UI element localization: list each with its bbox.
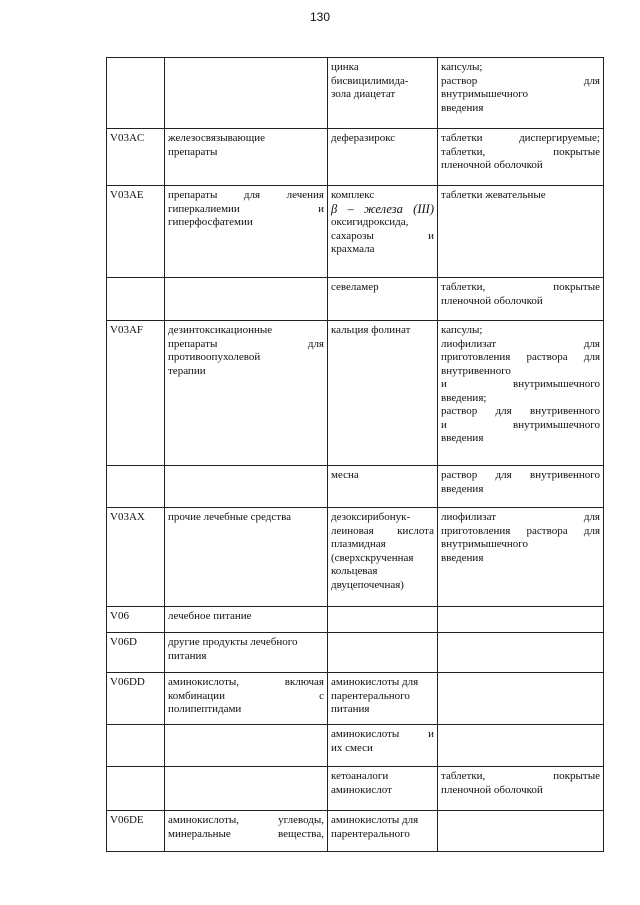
inn-line: оксигидроксида, xyxy=(331,216,409,228)
atc-code-cell xyxy=(107,725,165,767)
group-line: прочие лечебные средства xyxy=(168,511,292,523)
table-row xyxy=(107,278,604,321)
table-row xyxy=(107,58,604,129)
group-cell xyxy=(165,673,328,725)
inn-cell xyxy=(328,811,438,852)
group-cell xyxy=(165,58,328,129)
form-line: и внутримышечного xyxy=(441,418,600,431)
group-line: гиперкалиемии и xyxy=(168,202,324,215)
group-cell xyxy=(165,508,328,607)
inn-line: парентерального xyxy=(331,827,410,840)
inn-line: леиновая кислота xyxy=(331,524,434,537)
group-cell xyxy=(165,278,328,321)
group-line: минеральные вещества, xyxy=(168,827,324,840)
atc-code-cell: V06D xyxy=(107,633,165,673)
group-line: железосвязывающие xyxy=(168,132,266,144)
form-line: введения xyxy=(441,432,484,444)
table-row xyxy=(107,321,604,466)
group-line: дезинтоксикационные xyxy=(168,324,273,336)
inn-line: цинка xyxy=(331,61,359,73)
group-line: аминокислоты, включая xyxy=(168,676,324,688)
form-line: внутримышечного xyxy=(441,538,528,550)
table-row xyxy=(107,811,604,852)
group-line: лечебное питание xyxy=(168,610,252,622)
group-line: препараты xyxy=(168,145,218,158)
forms-cell xyxy=(438,633,604,673)
form-line: лиофилизат для xyxy=(441,511,600,523)
inn-cell xyxy=(328,673,438,725)
form-line: раствор для внутривенного xyxy=(441,405,600,417)
inn-line: деферазирокс xyxy=(331,132,396,144)
table-row xyxy=(107,129,604,186)
form-line: таблетки диспергируемые; xyxy=(441,132,600,144)
inn-line: зола диацетат xyxy=(331,88,396,100)
atc-code-cell: V03AF xyxy=(107,321,165,466)
form-line: введения xyxy=(441,482,484,495)
inn-line: севеламер xyxy=(331,281,379,293)
inn-line: кольцевая xyxy=(331,565,378,577)
inn-line: плазмидная xyxy=(331,538,386,550)
group-cell xyxy=(165,633,328,673)
forms-cell xyxy=(438,508,604,607)
atc-code-cell: V06DD xyxy=(107,673,165,725)
form-line: пленочной оболочкой xyxy=(441,783,543,796)
inn-line: бисвицилимида- xyxy=(331,74,409,87)
forms-cell xyxy=(438,186,604,278)
inn-cell xyxy=(328,466,438,508)
inn-cell xyxy=(328,607,438,633)
group-cell xyxy=(165,321,328,466)
group-line: полипептидами xyxy=(168,703,242,715)
group-line: другие продукты лечебного xyxy=(168,636,298,648)
form-line: внутримышечного xyxy=(441,88,528,100)
group-cell xyxy=(165,186,328,278)
inn-cell xyxy=(328,186,438,278)
form-line: раствор для внутривенного xyxy=(441,469,600,481)
forms-cell xyxy=(438,725,604,767)
group-cell xyxy=(165,725,328,767)
table-row xyxy=(107,607,604,633)
table-row xyxy=(107,466,604,508)
forms-cell xyxy=(438,767,604,811)
group-line: питания xyxy=(168,649,207,662)
inn-line: парентерального xyxy=(331,689,410,702)
forms-cell xyxy=(438,58,604,129)
atc-code-cell: V06 xyxy=(107,607,165,633)
inn-cell xyxy=(328,321,438,466)
table-row xyxy=(107,725,604,767)
inn-line: аминокислоты и xyxy=(331,728,434,740)
form-line: таблетки, покрытые xyxy=(441,281,600,293)
inn-cell xyxy=(328,725,438,767)
atc-code-cell: V03AE xyxy=(107,186,165,278)
table-row xyxy=(107,186,604,278)
inn-line: кетоаналоги xyxy=(331,770,389,782)
inn-cell xyxy=(328,129,438,186)
table-row xyxy=(107,767,604,811)
inn-line: месна xyxy=(331,469,359,481)
atc-code-cell xyxy=(107,58,165,129)
form-line: таблетки, покрытые xyxy=(441,145,600,158)
form-line: введения xyxy=(441,551,484,564)
form-line: пленочной оболочкой xyxy=(441,159,543,171)
group-cell xyxy=(165,767,328,811)
form-line: таблетки, покрытые xyxy=(441,770,600,782)
form-line: введения; xyxy=(441,391,487,404)
form-line: лиофилизат для xyxy=(441,337,600,350)
inn-line: аминокислоты для xyxy=(331,676,419,688)
inn-cell xyxy=(328,58,438,129)
group-cell xyxy=(165,607,328,633)
group-cell xyxy=(165,811,328,852)
atc-code-cell xyxy=(107,767,165,811)
form-line: и внутримышечного xyxy=(441,378,600,390)
inn-line: дезоксирибонук- xyxy=(331,511,411,523)
inn-line: крахмала xyxy=(331,243,375,255)
inn-cell xyxy=(328,767,438,811)
forms-cell xyxy=(438,607,604,633)
inn-line: комплекс xyxy=(331,189,375,201)
group-cell xyxy=(165,466,328,508)
group-line: препараты для лечения xyxy=(168,189,324,201)
inn-line: аминокислоты для xyxy=(331,814,419,826)
inn-line: сахарозы и xyxy=(331,229,434,242)
form-line: внутривенного xyxy=(441,364,511,377)
atc-code-cell xyxy=(107,278,165,321)
atc-code-cell: V03AX xyxy=(107,508,165,607)
inn-line: их смеси xyxy=(331,741,373,754)
group-line: препараты для xyxy=(168,337,324,350)
inn-cell xyxy=(328,508,438,607)
form-line: таблетки жевательные xyxy=(441,189,546,201)
inn-line: двуцепочечная) xyxy=(331,578,404,591)
atc-code-cell: V06DE xyxy=(107,811,165,852)
forms-cell xyxy=(438,673,604,725)
inn-cell xyxy=(328,278,438,321)
drug-table xyxy=(106,57,604,852)
group-line: комбинации с xyxy=(168,689,324,702)
inn-line: (сверхскрученная xyxy=(331,551,414,564)
forms-cell xyxy=(438,278,604,321)
inn-line: питания xyxy=(331,703,370,715)
inn-line: β – железа (III) xyxy=(331,201,434,216)
group-cell xyxy=(165,129,328,186)
group-line: терапии xyxy=(168,364,206,377)
page-number: 130 xyxy=(309,10,331,24)
table-row xyxy=(107,633,604,673)
forms-cell xyxy=(438,466,604,508)
form-line: приготовления раствора для xyxy=(441,524,600,537)
form-line: раствор для xyxy=(441,74,600,87)
group-line: аминокислоты, углеводы, xyxy=(168,814,324,826)
form-line: приготовления раствора для xyxy=(441,351,600,363)
forms-cell xyxy=(438,321,604,466)
group-line: гиперфосфатемии xyxy=(168,216,253,228)
table-row xyxy=(107,508,604,607)
atc-code-cell: V03AC xyxy=(107,129,165,186)
atc-code-cell xyxy=(107,466,165,508)
inn-line: аминокислот xyxy=(331,783,392,796)
forms-cell xyxy=(438,811,604,852)
inn-cell xyxy=(328,633,438,673)
form-line: капсулы; xyxy=(441,61,483,73)
form-line: пленочной оболочкой xyxy=(441,294,543,307)
form-line: введения xyxy=(441,101,484,114)
forms-cell xyxy=(438,129,604,186)
group-line: противоопухолевой xyxy=(168,351,261,363)
inn-line: кальция фолинат xyxy=(331,324,411,336)
table-row xyxy=(107,673,604,725)
form-line: капсулы; xyxy=(441,324,483,336)
